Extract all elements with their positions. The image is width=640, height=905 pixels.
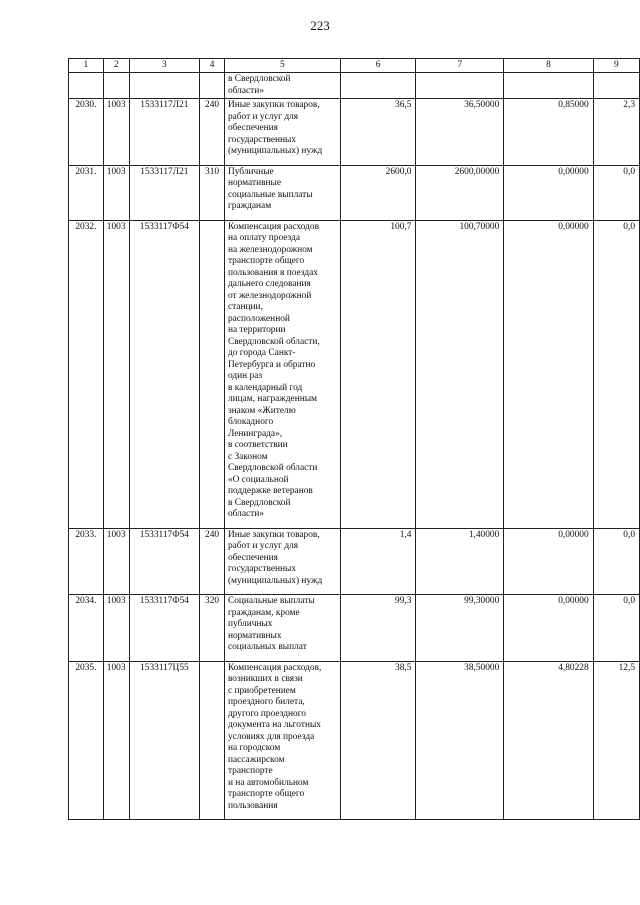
section-code: 1003 [103,661,129,820]
expense-type-code: 240 [200,528,225,595]
column-header: 1 [69,59,104,73]
row-number: 2031. [69,165,104,220]
row-description [224,661,340,820]
amount-execution: 0,00000 [504,528,593,595]
desc-line: социальные выплаты [227,189,313,200]
target-article-code: 1533117Ф54 [129,595,199,662]
desc-line: обеспечения [227,552,278,563]
section-code: 1003 [103,165,129,220]
percent-value: 0,0 [593,165,639,220]
column-header: 3 [129,59,199,73]
row-number: 2035. [69,661,104,820]
target-article-code: 1533117Ф54 [129,220,199,528]
desc-line: на железнодорожном [227,244,313,255]
column-header: 6 [340,59,416,73]
desc-line: гражданам [227,201,272,211]
desc-line: транспорте общего [227,789,305,799]
column-header: 8 [504,59,593,73]
row-description [224,528,340,595]
desc-line: в Свердловской [227,497,291,508]
desc-line: пользования в поездах [227,267,318,278]
desc-line: поддержке ветеранов [227,486,313,496]
row-number: 2032. [69,220,104,528]
desc-line: на городском [227,743,281,753]
desc-line: работ и услуг для [227,541,299,551]
desc-line: Компенсация расходов [227,221,320,232]
target-article-code: 1533117Ф54 [129,528,199,595]
desc-line: один раз [227,371,263,381]
amount-execution: 0,00000 [504,220,593,528]
amount-thousand: 100,7 [340,220,416,528]
desc-line: (муниципальных) нужд [227,146,323,156]
desc-line: гражданам, кроме [227,607,300,618]
desc-line: Ленинграда», [227,428,283,439]
amount-execution: 0,85000 [504,99,593,166]
desc-line: работ и услуг для [227,111,299,122]
desc-line: нормативные [227,178,281,188]
amount-thousand: 38,5 [340,661,416,820]
continued-description [224,73,340,99]
table-row [69,165,640,220]
desc-line: расположенной [227,313,290,324]
percent-value: 2,3 [593,99,639,166]
desc-line: Свердловской области, [227,336,320,347]
continued-row [69,73,640,99]
desc-line: государственных [227,134,297,145]
amount-precise: 2600,00000 [416,165,504,220]
column-header: 7 [416,59,504,73]
page-number: 223 [310,18,330,33]
section-code: 1003 [103,595,129,662]
expense-type-code: 240 [200,99,225,166]
target-article-code: 1533117Ц55 [129,661,199,820]
desc-line: Компенсация расходов, [227,662,322,673]
desc-line: (муниципальных) нужд [227,575,323,586]
column-header: 9 [593,59,639,73]
desc-line: проездного билета, [227,697,305,707]
expense-type-code [200,661,225,820]
percent-value: 0,0 [593,220,639,528]
amount-execution: 4,80228 [504,661,593,820]
percent-value: 0,0 [593,595,639,662]
amount-precise: 36,50000 [416,99,504,166]
desc-line: станции, [227,302,263,312]
desc-line: и на автомобильном [227,777,309,788]
desc-line: обеспечения [227,123,278,133]
desc-line: пользования [227,800,278,811]
budget-table [68,58,640,820]
section-code: 1003 [103,220,129,528]
desc-line: Публичные [227,166,274,177]
row-description [224,220,340,528]
desc-line: Свердловской области [227,463,318,473]
desc-line: транспорте [227,766,273,776]
desc-line: Иные закупки товаров, [227,100,320,110]
desc-line: области» [227,85,264,96]
row-number: 2033. [69,528,104,595]
desc-line: дальнего следования [227,279,311,289]
section-code: 1003 [103,528,129,595]
amount-thousand: 2600,0 [340,165,416,220]
desc-line: другого проездного [227,708,306,719]
column-header: 5 [224,59,340,73]
expense-type-code: 310 [200,165,225,220]
desc-line: «О социальной [227,474,289,485]
desc-line: нормативных [227,630,282,641]
desc-line: на оплату проезда [227,233,301,243]
desc-line: на территории [227,325,286,335]
percent-value: 0,0 [593,528,639,595]
desc-line: области» [227,509,264,519]
desc-line: с приобретением [227,685,296,696]
column-header: 2 [103,59,129,73]
desc-line: Иные закупки товаров, [227,529,320,540]
expense-type-code: 320 [200,595,225,662]
amount-precise: 38,50000 [416,661,504,820]
row-number: 2030. [69,99,104,166]
desc-line: условиях для проезда [227,731,315,742]
desc-line: в календарный год [227,382,303,393]
desc-line: возникших в связи [227,674,303,684]
table-row [69,528,640,595]
row-number: 2034. [69,595,104,662]
section-code: 1003 [103,99,129,166]
table-row [69,220,640,528]
table-row [69,595,640,662]
desc-line: пассажирском [227,754,285,765]
amount-execution: 0,00000 [504,165,593,220]
target-article-code: 1533117Л21 [129,165,199,220]
desc-line: публичных [227,619,273,629]
table-row [69,661,640,820]
amount-precise: 99,30000 [416,595,504,662]
desc-line: блокадного [227,417,274,427]
table-row [69,99,640,166]
column-number-row [69,59,640,73]
column-header: 4 [200,59,225,73]
desc-line: Петербурга и обратно [227,359,316,370]
target-article-code: 1533117Л21 [129,99,199,166]
desc-line: с Законом [227,451,268,462]
amount-execution: 0,00000 [504,595,593,662]
percent-value: 12,5 [593,661,639,820]
desc-line: в соответствии [227,440,288,450]
amount-thousand: 36,5 [340,99,416,166]
row-description [224,165,340,220]
desc-line: документа на льготных [227,720,321,730]
expense-type-code [200,220,225,528]
desc-line: от железнодорожной [227,290,312,301]
desc-line: знаком «Жителю [227,405,296,416]
amount-precise: 100,70000 [416,220,504,528]
desc-line: в Свердловской [227,74,291,84]
amount-thousand: 1,4 [340,528,416,595]
desc-line: Социальные выплаты [227,596,315,606]
amount-precise: 1,40000 [416,528,504,595]
desc-line: до города Санкт- [227,348,296,358]
row-description [224,99,340,166]
amount-thousand: 99,3 [340,595,416,662]
desc-line: социальных выплат [227,642,307,652]
desc-line: транспорте общего [227,256,305,266]
row-description [224,595,340,662]
desc-line: лицам, награжденным [227,394,317,404]
desc-line: государственных [227,564,297,574]
